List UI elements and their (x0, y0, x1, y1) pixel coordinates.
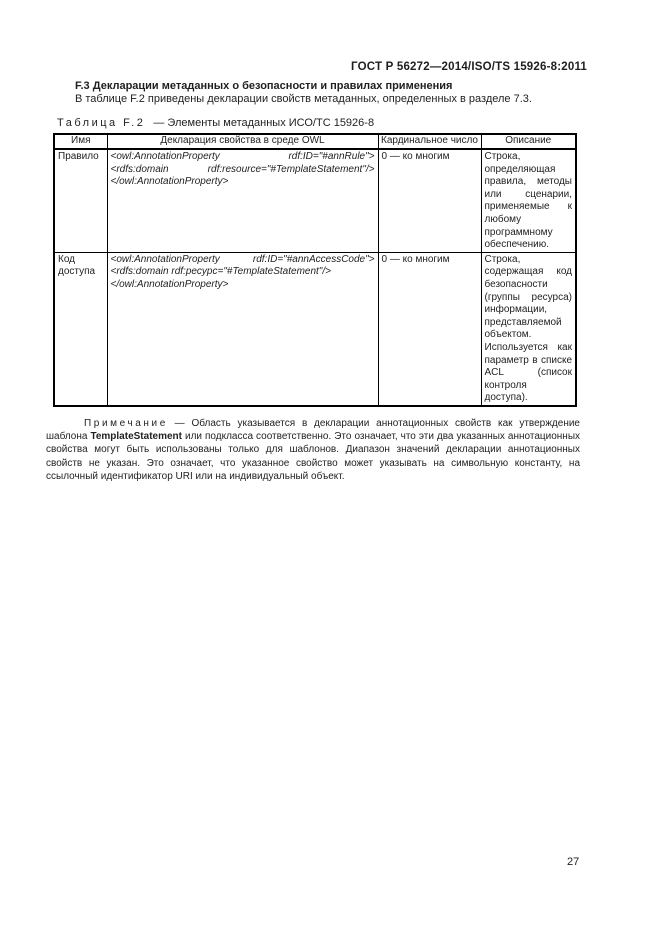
column-header-name: Имя (54, 134, 107, 149)
table-caption-label: Таблица F.2 (57, 117, 146, 129)
owl-code-line (111, 279, 375, 292)
table-row (54, 149, 576, 252)
cell-cardinality: 0 — ко многим (378, 149, 481, 252)
note-text: — Область указывается в декларации аннотационных свойств как утверждение шаблона (46, 418, 580, 443)
running-head: ГОСТ Р 56272—2014/ISO/TS 15926-8:2011 (351, 61, 587, 73)
note-text: или подкласса соответственно. Это означает, что эти два указанных аннотационных свойства могут быть использованы только для шаблонов. Диапазон значений декларации аннотационных свойств не указан. Это означает, что указанное свойство может указывать на символьную константу, на ссылочный идентификатор URI или на индивидуальный объект. (46, 431, 581, 482)
section-heading: F.3 Декларации метаданных о безопасности и правилах применения (75, 80, 453, 92)
owl-code-text: <rdfs:domain rdf:pecypc="#TemplateStatement"/> (110, 266, 331, 278)
owl-code-line (111, 176, 375, 189)
owl-code-text: </owl:AnnotationProperty> (110, 278, 229, 290)
metadata-elements-table (53, 133, 577, 407)
table-header-row (54, 134, 576, 149)
column-header-owl-declaration: Декларация свойства в среде OWL (107, 134, 378, 149)
owl-code-line (111, 266, 375, 279)
owl-code-line (111, 254, 375, 267)
section-intro: В таблице F.2 приведены декларации свойств метаданных, определенных в разделе 7.3. (75, 93, 532, 105)
cell-description: Строка, содержащая код безопасности (группы ресурса) информации, представляемой объектом. Используется как параметр в списке ACL (список контроля доступа). (481, 252, 576, 406)
owl-code-text: rdf:ID="#annRule"> (288, 151, 375, 162)
owl-code-text: rdf:resource="#TemplateStatement"/> (207, 163, 375, 175)
page-number: 27 (567, 856, 580, 868)
owl-code-text: <owl:AnnotationProperty (110, 253, 220, 265)
cell-description: Строка, определяющая правила, методы или сценарии, применяемые к любому программному обеспечению. (481, 149, 576, 252)
note-bold-term: TemplateStatement (90, 431, 182, 443)
table-caption (57, 117, 374, 129)
column-header-description: Описание (481, 134, 576, 149)
cell-owl-declaration (107, 149, 378, 252)
cell-name: Правило (54, 149, 107, 252)
owl-code-line (111, 164, 375, 177)
table-caption-title: — Элементы метаданных ИСО/ТС 15926-8 (153, 117, 375, 129)
column-header-cardinality: Кардинальное число (378, 134, 481, 149)
owl-code-line (111, 151, 375, 164)
note-paragraph (46, 417, 580, 483)
owl-code-text: </owl:AnnotationProperty> (110, 176, 229, 188)
cell-name: Код доступа (54, 252, 107, 406)
note-label: Примечание (84, 418, 168, 429)
table-row (54, 252, 576, 406)
owl-code-text: <owl:AnnotationProperty (110, 151, 220, 162)
owl-code-text: rdf:ID="#annAccessCode"> (252, 253, 375, 265)
owl-code-text: <rdfs:domain (110, 163, 169, 175)
cell-cardinality: 0 — ко многим (378, 252, 481, 406)
cell-owl-declaration (107, 252, 378, 406)
